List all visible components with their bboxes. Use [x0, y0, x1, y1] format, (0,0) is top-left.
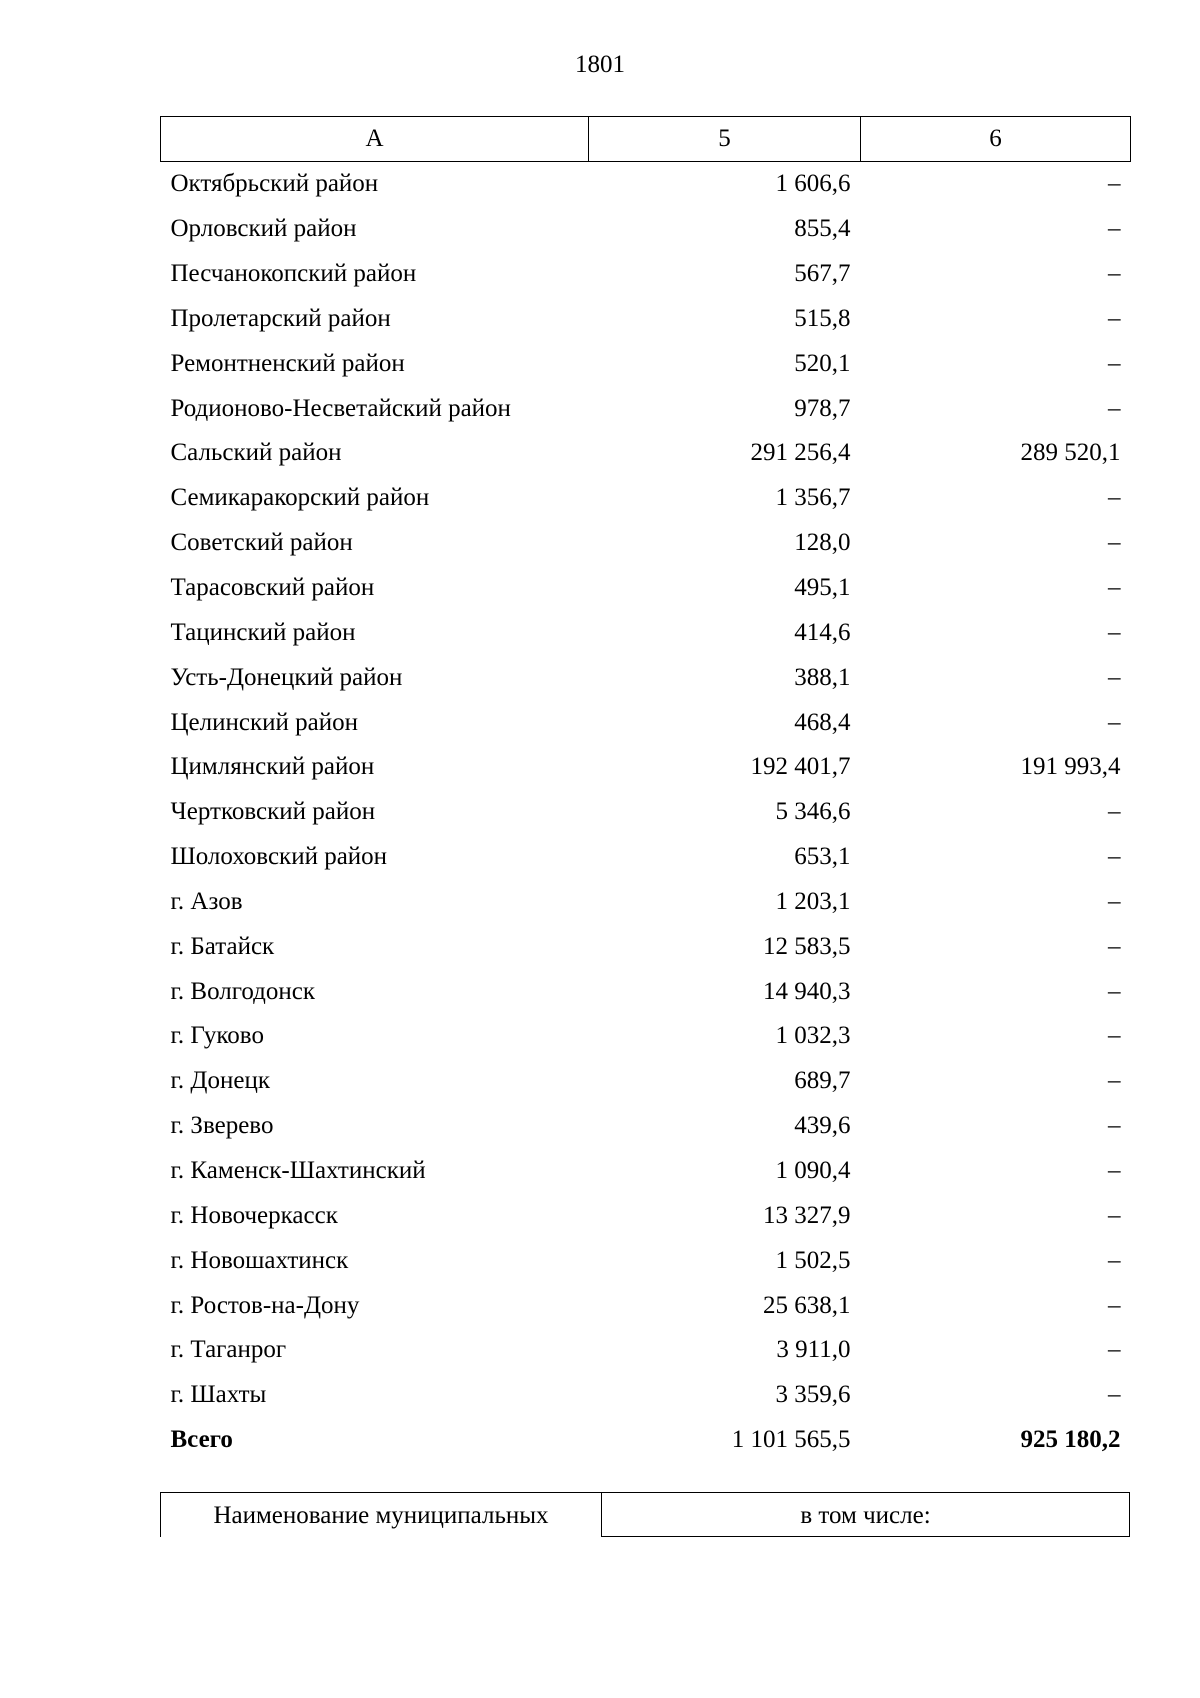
- row-name-cell: г. Батайск: [170, 932, 275, 960]
- table-row: [161, 1283, 1131, 1328]
- including-header: в том числе:: [601, 1492, 1130, 1537]
- row-col5-cell: 1 032,3: [775, 1022, 851, 1050]
- row-col5-cell: 468,4: [794, 708, 851, 736]
- table-row: [161, 1373, 1131, 1418]
- table-row: [161, 341, 1131, 386]
- row-col6-cell: –: [1108, 977, 1121, 1005]
- table-row: [161, 1014, 1131, 1059]
- table-row: [161, 431, 1131, 476]
- table-row: [161, 1104, 1131, 1149]
- header-col-a: А: [161, 117, 589, 162]
- row-col6-cell: –: [1108, 1381, 1121, 1409]
- table-row: [161, 835, 1131, 880]
- row-name-cell: Семикаракорский район: [170, 484, 430, 512]
- row-col5-cell: 855,4: [794, 215, 851, 243]
- total-col5: 1 101 565,5: [731, 1426, 851, 1454]
- row-col5-cell: 14 940,3: [763, 977, 851, 1005]
- row-name-cell: г. Волгодонск: [170, 977, 316, 1005]
- table-row: [161, 745, 1131, 790]
- row-col6-cell: –: [1108, 1112, 1121, 1140]
- table-row: [161, 655, 1131, 700]
- row-col6-cell: –: [1108, 843, 1121, 871]
- total-label: Всего: [170, 1426, 233, 1454]
- row-col5-cell: 414,6: [794, 618, 851, 646]
- row-name-cell: г. Азов: [170, 887, 243, 915]
- table-row: [161, 162, 1131, 207]
- row-col6-cell: –: [1108, 1156, 1121, 1184]
- budget-table: [160, 116, 1131, 1462]
- row-col6-cell: 191 993,4: [1020, 753, 1121, 781]
- row-col5-cell: 1 090,4: [775, 1156, 851, 1184]
- row-name-cell: г. Таганрог: [170, 1336, 287, 1364]
- row-col5-cell: 3 911,0: [776, 1336, 851, 1364]
- row-col5-cell: 1 606,6: [775, 170, 851, 198]
- table-row: [161, 610, 1131, 655]
- row-col6-cell: –: [1108, 663, 1121, 691]
- table-row: [161, 1149, 1131, 1194]
- row-col5-cell: 689,7: [794, 1067, 851, 1095]
- row-name-cell: Усть-Донецкий район: [170, 663, 403, 691]
- table-row: [161, 386, 1131, 431]
- table-header: [161, 117, 1131, 162]
- row-col5-cell: 520,1: [794, 349, 851, 377]
- row-name-cell: Сальский район: [170, 439, 342, 467]
- table-row: [161, 476, 1131, 521]
- row-col5-cell: 388,1: [794, 663, 851, 691]
- row-name-cell: Тарасовский район: [170, 574, 375, 602]
- row-col5-cell: 653,1: [794, 843, 851, 871]
- row-col6-cell: –: [1108, 1246, 1121, 1274]
- row-col6-cell: –: [1108, 708, 1121, 736]
- row-col6-cell: –: [1108, 484, 1121, 512]
- row-name-cell: г. Новошахтинск: [170, 1246, 349, 1274]
- table-row: [161, 700, 1131, 745]
- row-col6-cell: –: [1108, 170, 1121, 198]
- row-col5-cell: 567,7: [794, 260, 851, 288]
- row-name-cell: г. Зверево: [170, 1112, 274, 1140]
- row-col5-cell: 1 356,7: [775, 484, 851, 512]
- row-name-cell: Пролетарский район: [170, 304, 391, 332]
- table-row: [161, 969, 1131, 1014]
- table-row: [161, 1059, 1131, 1104]
- table-row: [161, 880, 1131, 925]
- row-name-cell: Родионово-Несветайский район: [170, 394, 511, 422]
- table-row: [161, 924, 1131, 969]
- row-name-cell: Цимлянский район: [170, 753, 375, 781]
- row-col6-cell: –: [1108, 349, 1121, 377]
- row-name-cell: Чертковский район: [170, 798, 376, 826]
- row-col5-cell: 1 203,1: [775, 887, 851, 915]
- row-name-cell: Тацинский район: [170, 618, 356, 646]
- row-name-cell: г. Каменск-Шахтинский: [170, 1156, 426, 1184]
- row-col6-cell: –: [1108, 1201, 1121, 1229]
- table-row: [161, 297, 1131, 342]
- row-col5-cell: 495,1: [794, 574, 851, 602]
- row-col6-cell: –: [1108, 1067, 1121, 1095]
- row-col5-cell: 1 502,5: [775, 1246, 851, 1274]
- municipality-name-header: Наименование муниципальных: [160, 1492, 601, 1537]
- table-row: [161, 1328, 1131, 1373]
- table-row: [161, 1193, 1131, 1238]
- row-col6-cell: –: [1108, 215, 1121, 243]
- row-col5-cell: 978,7: [794, 394, 851, 422]
- table-row: [161, 1238, 1131, 1283]
- row-col6-cell: –: [1108, 887, 1121, 915]
- table-body: [161, 162, 1131, 1463]
- row-col5-cell: 13 327,9: [763, 1201, 851, 1229]
- row-name-cell: Орловский район: [170, 215, 357, 243]
- row-name-cell: г. Новочеркасск: [170, 1201, 338, 1229]
- row-col6-cell: –: [1108, 394, 1121, 422]
- total-row: [161, 1418, 1131, 1463]
- row-col6-cell: –: [1108, 618, 1121, 646]
- row-col6-cell: 289 520,1: [1020, 439, 1121, 467]
- row-name-cell: г. Гуково: [170, 1022, 264, 1050]
- row-col6-cell: –: [1108, 260, 1121, 288]
- table-row: [161, 252, 1131, 297]
- row-col6-cell: –: [1108, 574, 1121, 602]
- row-col5-cell: 25 638,1: [763, 1291, 851, 1319]
- row-col6-cell: –: [1108, 932, 1121, 960]
- row-name-cell: Ремонтненский район: [170, 349, 405, 377]
- row-name-cell: Песчанокопский район: [170, 260, 417, 288]
- row-name-cell: Целинский район: [170, 708, 358, 736]
- row-col6-cell: –: [1108, 1291, 1121, 1319]
- row-col6-cell: –: [1108, 304, 1121, 332]
- row-col5-cell: 128,0: [794, 529, 851, 557]
- header-row: [161, 117, 1131, 162]
- row-col6-cell: –: [1108, 529, 1121, 557]
- row-col5-cell: 192 401,7: [750, 753, 851, 781]
- row-col6-cell: –: [1108, 1022, 1121, 1050]
- header-col-6: 6: [861, 117, 1131, 162]
- table-row: [161, 521, 1131, 566]
- row-name-cell: г. Донецк: [170, 1067, 270, 1095]
- row-col5-cell: 439,6: [794, 1112, 851, 1140]
- total-col6: 925 180,2: [1020, 1426, 1121, 1454]
- row-name-cell: г. Ростов-на-Дону: [170, 1291, 360, 1319]
- next-table-header: [160, 1492, 1130, 1537]
- row-name-cell: Октябрьский район: [170, 170, 379, 198]
- row-col5-cell: 3 359,6: [775, 1381, 851, 1409]
- row-name-cell: г. Шахты: [170, 1381, 267, 1409]
- row-col5-cell: 291 256,4: [750, 439, 851, 467]
- row-col5-cell: 12 583,5: [763, 932, 851, 960]
- row-name-cell: Шолоховский район: [170, 843, 388, 871]
- table-row: [161, 566, 1131, 611]
- row-col6-cell: –: [1108, 798, 1121, 826]
- header-col-5: 5: [589, 117, 861, 162]
- row-col6-cell: –: [1108, 1336, 1121, 1364]
- row-col5-cell: 515,8: [794, 304, 851, 332]
- page-number: 1801: [575, 51, 625, 78]
- row-name-cell: Советский район: [170, 529, 353, 557]
- table-row: [161, 790, 1131, 835]
- row-col5-cell: 5 346,6: [775, 798, 851, 826]
- table-row: [161, 207, 1131, 252]
